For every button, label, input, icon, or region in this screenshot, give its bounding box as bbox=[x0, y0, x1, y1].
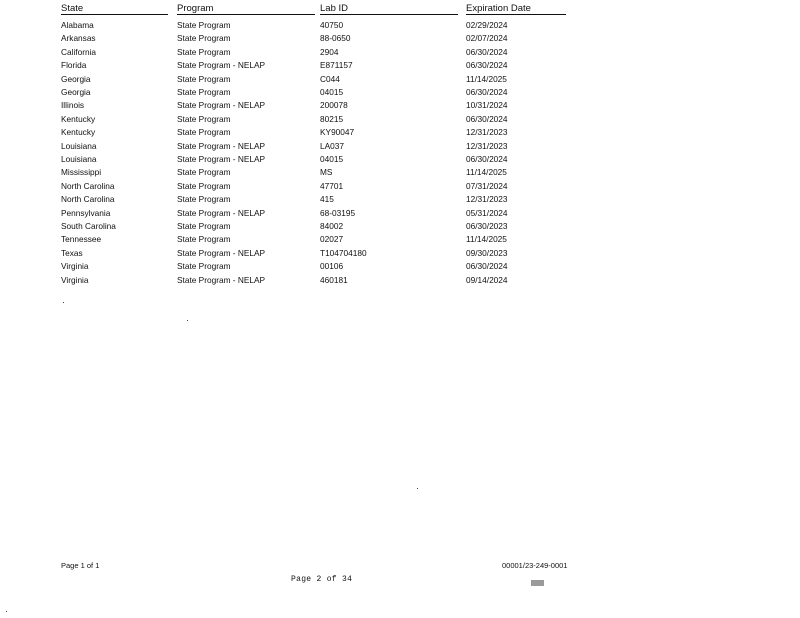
cell-state: Arkansas bbox=[61, 33, 96, 44]
cell-lab-id: 460181 bbox=[320, 274, 348, 285]
cell-lab-id: 40750 bbox=[320, 20, 344, 30]
scan-speck bbox=[187, 320, 188, 321]
table-row bbox=[0, 126, 800, 139]
page-number: Page 2 of 34 bbox=[291, 575, 353, 584]
scan-speck bbox=[417, 488, 418, 489]
cell-lab-id: 80215 bbox=[320, 113, 344, 124]
cell-lab-id: LA037 bbox=[320, 140, 344, 151]
cell-state: South Carolina bbox=[61, 221, 116, 231]
cell-program: State Program - NELAP bbox=[177, 154, 266, 164]
table-row bbox=[0, 193, 800, 206]
table-row bbox=[0, 73, 800, 86]
cell-program: State Program - NELAP bbox=[177, 100, 266, 111]
cell-program: State Program bbox=[177, 33, 231, 44]
cell-program: State Program - NELAP bbox=[177, 274, 266, 285]
cell-lab-id: MS bbox=[320, 167, 333, 178]
cell-state: North Carolina bbox=[61, 180, 115, 191]
cell-expiration-date: 12/31/2023 bbox=[466, 194, 508, 205]
cell-expiration-date: 12/31/2023 bbox=[466, 140, 508, 151]
cell-program: State Program bbox=[177, 234, 231, 245]
cell-expiration-date: 06/30/2024 bbox=[466, 46, 508, 57]
header-underline bbox=[177, 14, 315, 15]
cell-expiration-date: 11/14/2025 bbox=[466, 234, 507, 245]
table-row bbox=[0, 180, 800, 193]
cell-state: Virginia bbox=[61, 274, 89, 285]
cell-lab-id: 2904 bbox=[320, 46, 339, 57]
cell-expiration-date: 11/14/2025 bbox=[466, 167, 507, 178]
cell-state: Texas bbox=[61, 247, 83, 258]
table-row bbox=[0, 260, 800, 273]
cell-expiration-date: 06/30/2023 bbox=[466, 221, 508, 231]
table-row bbox=[0, 166, 800, 179]
table-row bbox=[0, 19, 800, 32]
cell-expiration-date: 02/29/2024 bbox=[466, 20, 508, 30]
cell-state: Kentucky bbox=[61, 113, 96, 124]
header-underline bbox=[466, 14, 566, 15]
cell-lab-id: 415 bbox=[320, 194, 334, 205]
cell-expiration-date: 05/31/2024 bbox=[466, 207, 508, 218]
cell-expiration-date: 06/30/2024 bbox=[466, 60, 508, 71]
table-row bbox=[0, 153, 800, 166]
table-row bbox=[0, 113, 800, 126]
cell-program: State Program - NELAP bbox=[177, 60, 266, 71]
table-row bbox=[0, 274, 800, 287]
cell-program: State Program bbox=[177, 180, 231, 191]
cell-state: Kentucky bbox=[61, 127, 96, 138]
cell-lab-id: 04015 bbox=[320, 87, 344, 97]
cell-expiration-date: 06/30/2024 bbox=[466, 154, 508, 164]
header-underline bbox=[61, 14, 168, 15]
cell-state: Georgia bbox=[61, 87, 91, 97]
cell-lab-id: 00106 bbox=[320, 261, 344, 272]
cell-state: Florida bbox=[61, 60, 87, 71]
cell-program: State Program bbox=[177, 87, 231, 97]
cell-program: State Program - NELAP bbox=[177, 207, 266, 218]
cell-state: North Carolina bbox=[61, 194, 115, 205]
cell-state: Virginia bbox=[61, 261, 89, 272]
cell-program: State Program bbox=[177, 73, 231, 84]
cell-expiration-date: 09/30/2023 bbox=[466, 247, 508, 258]
cell-expiration-date: 07/31/2024 bbox=[466, 180, 508, 191]
cell-expiration-date: 06/30/2024 bbox=[466, 261, 508, 272]
cell-lab-id: 88-0650 bbox=[320, 33, 351, 44]
stamp-mark bbox=[531, 580, 544, 586]
table-row bbox=[0, 140, 800, 153]
cell-expiration-date: 06/30/2024 bbox=[466, 113, 508, 124]
footer-report-id: 00001/23-249-0001 bbox=[502, 561, 568, 570]
header-lab-id: Lab ID bbox=[320, 3, 348, 14]
cell-expiration-date: 10/31/2024 bbox=[466, 100, 508, 111]
table-row bbox=[0, 59, 800, 72]
cell-lab-id: C044 bbox=[320, 73, 340, 84]
cell-state: Mississippi bbox=[61, 167, 102, 178]
cell-state: California bbox=[61, 46, 97, 57]
cell-program: State Program bbox=[177, 261, 231, 272]
cell-program: State Program bbox=[177, 113, 231, 124]
header-state: State bbox=[61, 3, 84, 14]
cell-expiration-date: 12/31/2023 bbox=[466, 127, 508, 138]
cell-program: State Program bbox=[177, 127, 231, 138]
cell-lab-id: 68-03195 bbox=[320, 207, 356, 218]
cell-expiration-date: 11/14/2025 bbox=[466, 73, 507, 84]
table-row bbox=[0, 220, 800, 233]
table-row bbox=[0, 233, 800, 246]
cell-program: State Program - NELAP bbox=[177, 247, 266, 258]
table-row bbox=[0, 86, 800, 99]
scan-speck bbox=[6, 611, 7, 612]
cell-program: State Program bbox=[177, 20, 231, 30]
header-program: Program bbox=[177, 3, 214, 14]
table-row bbox=[0, 32, 800, 45]
header-expiration-date: Expiration Date bbox=[466, 3, 531, 14]
cell-program: State Program bbox=[177, 46, 231, 57]
footer-page-of: Page 1 of 1 bbox=[61, 561, 100, 570]
cell-program: State Program bbox=[177, 221, 231, 231]
cell-state: Tennessee bbox=[61, 234, 102, 245]
cell-lab-id: KY90047 bbox=[320, 127, 355, 138]
cell-lab-id: E871157 bbox=[320, 60, 353, 71]
table-row bbox=[0, 99, 800, 112]
cell-program: State Program bbox=[177, 167, 231, 178]
cell-state: Louisiana bbox=[61, 140, 97, 151]
cell-program: State Program - NELAP bbox=[177, 140, 266, 151]
cell-lab-id: 02027 bbox=[320, 234, 344, 245]
cell-state: Alabama bbox=[61, 20, 94, 30]
cell-expiration-date: 02/07/2024 bbox=[466, 33, 508, 44]
cell-lab-id: T104704180 bbox=[320, 247, 367, 258]
cell-state: Pennsylvania bbox=[61, 207, 111, 218]
cell-lab-id: 200078 bbox=[320, 100, 348, 111]
cell-program: State Program bbox=[177, 194, 231, 205]
scan-speck bbox=[63, 302, 64, 303]
table-row bbox=[0, 46, 800, 59]
header-underline bbox=[320, 14, 458, 15]
cell-state: Illinois bbox=[61, 100, 85, 111]
cell-lab-id: 84002 bbox=[320, 221, 344, 231]
table-row bbox=[0, 247, 800, 260]
cell-lab-id: 04015 bbox=[320, 154, 344, 164]
table-row bbox=[0, 207, 800, 220]
cell-lab-id: 47701 bbox=[320, 180, 344, 191]
cell-state: Louisiana bbox=[61, 154, 97, 164]
cell-expiration-date: 06/30/2024 bbox=[466, 87, 508, 97]
cell-expiration-date: 09/14/2024 bbox=[466, 274, 508, 285]
cell-state: Georgia bbox=[61, 73, 91, 84]
